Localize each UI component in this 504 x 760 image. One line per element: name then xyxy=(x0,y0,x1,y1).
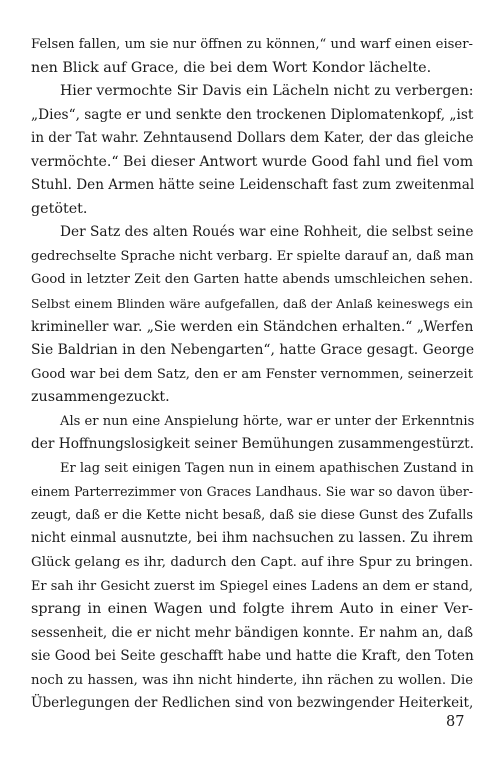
text-line: Er sah ihr Gesicht zuerst im Spiegel eines Ladens an dem er stand, xyxy=(31,578,473,594)
text-line: zusammengezuckt. xyxy=(31,389,170,406)
text-line: Good in letzter Zeit den Garten hatte abends umschleichen sehen. xyxy=(31,272,473,288)
text-line: nen Blick auf Grace, die bei dem Wort Kondor lächelte. xyxy=(31,59,432,76)
text-line: nicht einmal ausnutzte, bei ihm nachsuchen zu lassen. Zu ihrem xyxy=(31,530,473,547)
text-line: Hier vermochte Sir Davis ein Lächeln nicht zu verbergen: xyxy=(60,83,474,100)
body-text xyxy=(31,33,473,716)
text-line: der Hoffnungslosigkeit seiner Bemühungen zusammengestürzt. xyxy=(31,436,474,453)
text-line: Good war bei dem Satz, den er am Fenster vernommen, seinerzeit xyxy=(31,366,473,382)
text-line: sie Good bei Seite geschafft habe und hatte die Kraft, den Toten xyxy=(31,648,474,665)
text-line: Selbst einem Blinden wäre aufgefallen, daß der Anlaß keineswegs ein xyxy=(31,296,473,312)
text-line: „Dies“, sagte er und senkte den trockenen Diplomatenkopf, „ist xyxy=(31,106,474,123)
text-line: Sie Baldrian in den Nebengarten“, hatte Grace gesagt. George xyxy=(31,342,475,359)
text-line: sprang in einen Wagen und folgte ihrem Auto in einer Ver- xyxy=(31,601,473,618)
text-line: Er lag seit einigen Tagen nun in einem apathischen Zustand in xyxy=(60,460,474,476)
text-line: zeugt, daß er die Kette nicht besaß, daß sie diese Gunst des Zufalls xyxy=(31,507,473,523)
text-line: Felsen fallen, um sie nur öffnen zu können,“ und warf einen eiser- xyxy=(31,37,473,52)
text-line: einem Parterrezimmer von Graces Landhaus. Sie war so davon über- xyxy=(31,484,473,500)
text-line: vermöchte.“ Bei dieser Antwort wurde Good fahl und fiel vom xyxy=(31,153,474,170)
text-line: in der Tat wahr. Zehntausend Dollars dem Kater, der das gleiche xyxy=(31,130,474,147)
text-line: sessenheit, die er nicht mehr bändigen konnte. Er nahm an, daß xyxy=(31,624,473,641)
text-line: Der Satz des alten Roués war eine Rohheit, die selbst seine xyxy=(60,224,474,241)
page-number: 87 xyxy=(446,714,465,730)
text-line: Als er nun eine Anspielung hörte, war er unter der Erkenntnis xyxy=(60,413,475,429)
text-line: noch zu hassen, was ihn nicht hinderte, ihn rächen zu wollen. Die xyxy=(31,672,473,688)
text-line: krimineller war. „Sie werden ein Ständchen erhalten.“ „Werfen xyxy=(31,318,474,335)
text-line: gedrechselte Sprache nicht verbarg. Er spielte darauf an, daß man xyxy=(31,248,474,264)
text-line: Glück gelang es ihr, dadurch den Capt. auf ihre Spur zu bringen. xyxy=(31,555,473,571)
text-line: Überlegungen der Redlichen sind von bezwingender Heiterkeit, xyxy=(31,695,474,712)
text-line: Stuhl. Den Armen hätte seine Leidenschaft fast zum zweitenmal xyxy=(31,177,475,194)
text-line: getötet. xyxy=(31,200,88,217)
